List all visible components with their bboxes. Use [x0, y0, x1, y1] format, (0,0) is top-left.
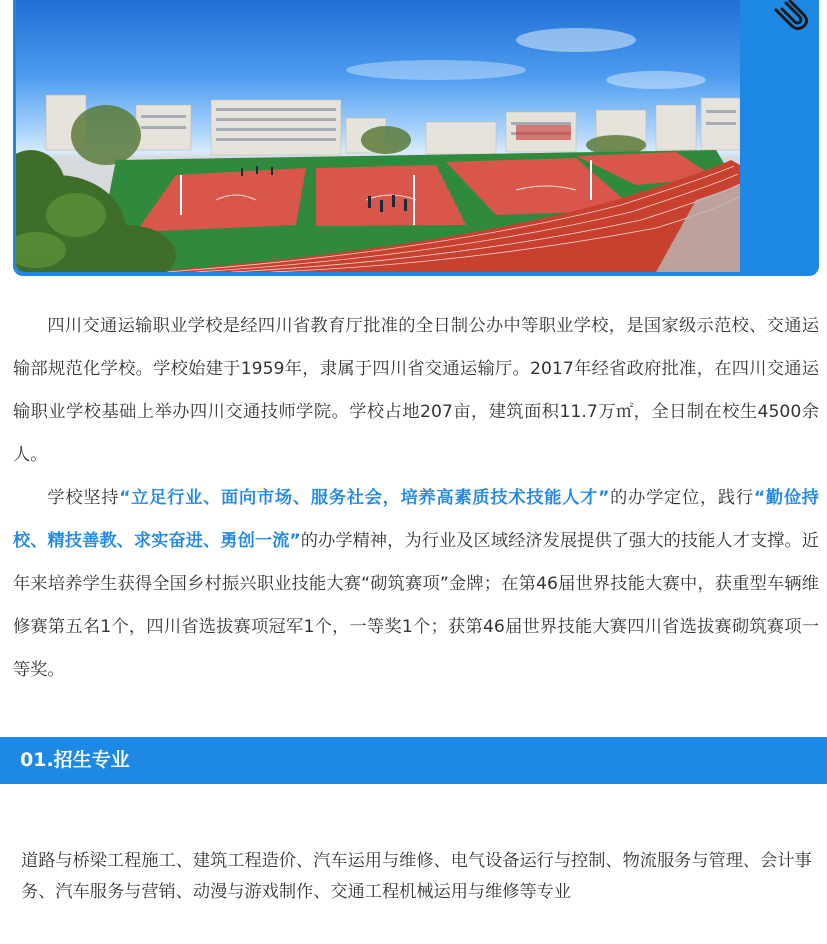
- intro-p2-tail: 的办学精神，为行业及区域经济发展提供了强大的技能人才支撑。近年来培养学生获得全国乡村振兴职业技能大赛“砌筑赛项”金牌；在第46届世界技能大赛中，获重型车辆维修赛第五名1个，四川省选拔赛项冠军1个，一等奖1个；获第46届世界技能大赛四川省选拔赛砌筑赛项一等奖。: [13, 531, 819, 680]
- section-title: 01.招生专业: [20, 749, 130, 771]
- paperclip-icon: [768, 0, 818, 32]
- decorative-side-strip: [740, 0, 816, 272]
- campus-photo: [16, 0, 740, 272]
- campus-sports-field-illustration: [16, 0, 740, 272]
- campus-photo-frame: [13, 0, 819, 276]
- spirit-highlight: “勤俭持校、精技善教、求实奋进、勇创一流”: [13, 488, 819, 551]
- positioning-highlight: “立足行业、面向市场、服务社会，培养高素质技术技能人才”: [119, 488, 610, 508]
- intro-paragraph-1: 四川交通运输职业学校是经四川省教育厅批准的全日制公办中等职业学校，是国家级示范校、交通运输部规范化学校。学校始建于1959年，隶属于四川省交通运输厅。2017年经省政府批准，在四川交通运输职业学校基础上举办四川交通技师学院。学校占地207亩，建筑面积11.7万㎡，全日制在校生4500余人。: [13, 316, 819, 465]
- majors-list-text: 道路与桥梁工程施工、建筑工程造价、汽车运用与维修、电气设备运行与控制、物流服务与管理、会计事务、汽车服务与营销、动漫与游戏制作、交通工程机械运用与维修等专业: [21, 851, 812, 902]
- intro-p2-mid: 的办学定位，践行: [609, 488, 754, 508]
- intro-paragraph-2: [13, 477, 819, 692]
- intro-p2-lead: 学校坚持: [47, 488, 120, 508]
- section-header-majors: [0, 737, 827, 784]
- school-introduction: [13, 305, 819, 692]
